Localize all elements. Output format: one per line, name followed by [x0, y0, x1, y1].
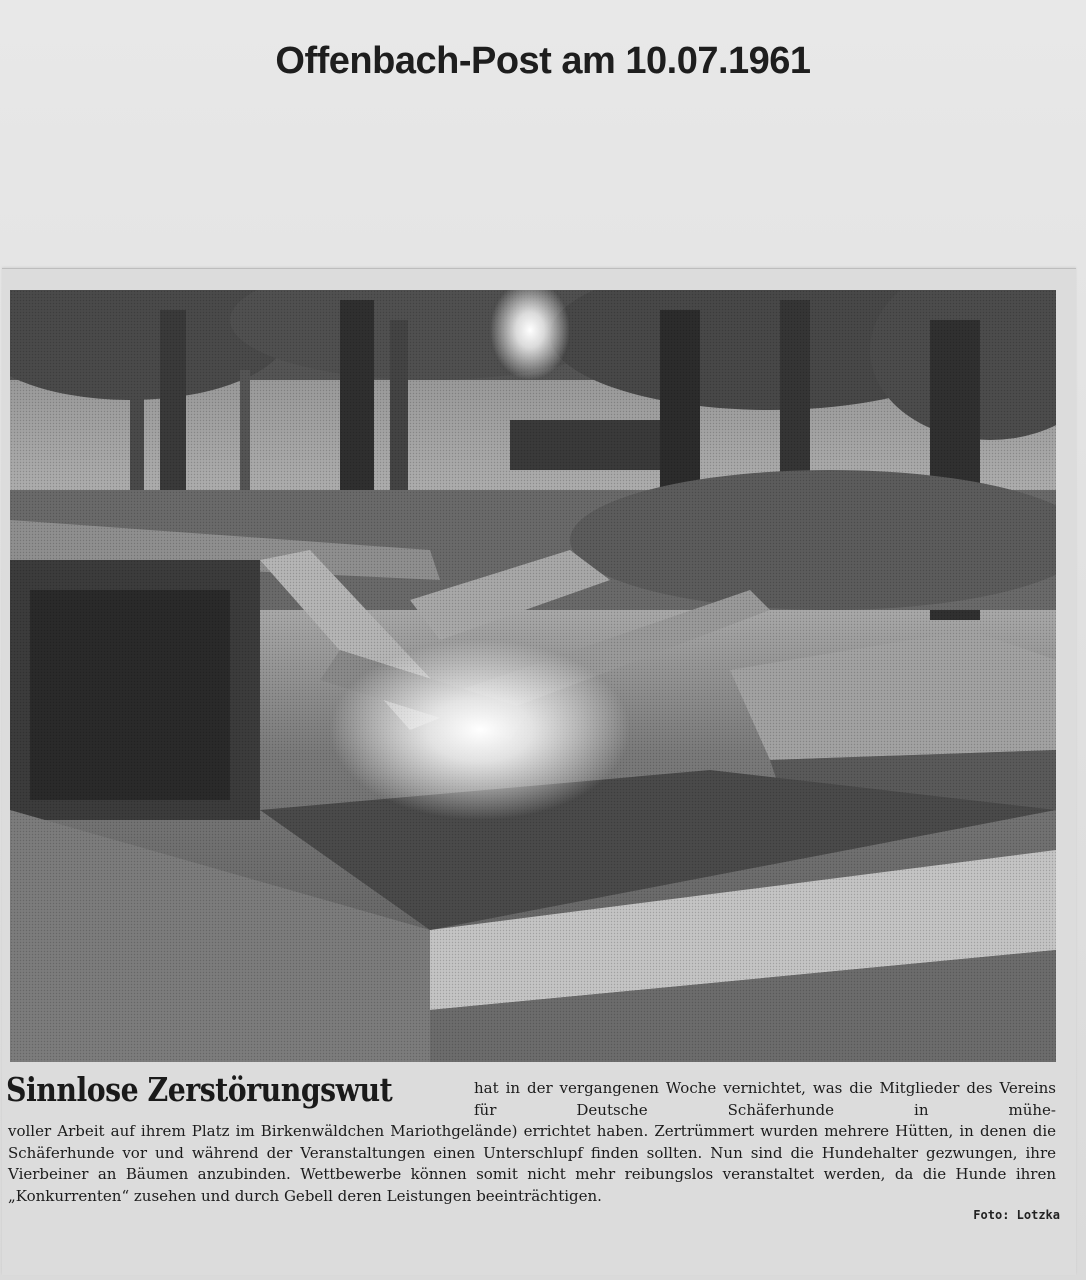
page-title: Offenbach-Post am 10.07.1961	[275, 40, 811, 82]
news-photo	[10, 290, 1056, 1062]
article-body-first-line: hat in der vergangenen Woche vernichtet, was die Mitglieder des Vereins für Deutsche Schäferhunde in mühe-	[474, 1079, 1056, 1119]
photo-illustration	[10, 290, 1056, 1062]
photo-credit: Foto: Lotzka	[973, 1208, 1060, 1222]
article-body: voller Arbeit auf ihrem Platz im Birkenwäldchen Mariothgelände) errichtet haben. Zertrümmert wurden mehrere Hütten, in denen die Schäferhunde vor und während der Veranstaltungen einen Unterschlupf finden sollten. Nun sind die Hundehalter gezwungen, ihre Vierbeiner an Bäumen anzubinden. Wettbewerbe können somit nicht mehr reibungslos veranstaltet werden, da die Hunde ihren „Konkurrenten“ zusehen und durch Gebell deren Leistungen beeinträchtigen.	[8, 1122, 1056, 1205]
article-headline: Sinnlose Zerstörungswut	[6, 1070, 393, 1109]
